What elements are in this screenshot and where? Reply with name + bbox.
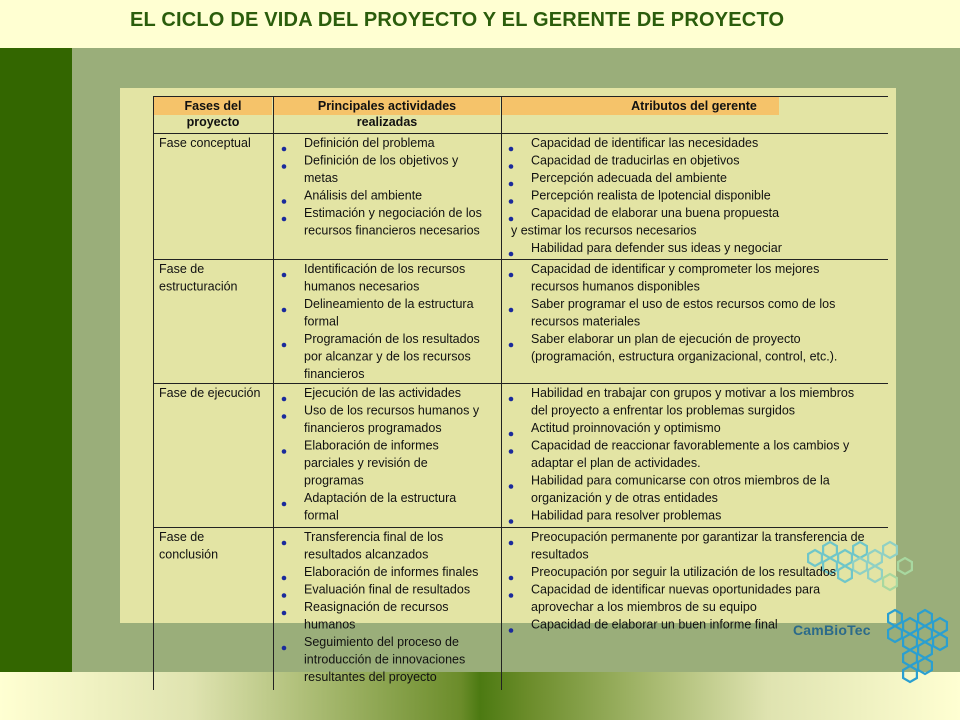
bullet-icon [509, 164, 514, 169]
logo-hex-icon [903, 634, 917, 650]
attribute-text: Saber elaborar un plan de ejecución de proyecto [531, 332, 801, 346]
attribute-text: aprovechar a los miembros de su equipo [531, 600, 757, 614]
activity-text: humanos [304, 617, 356, 632]
attribute-text: recursos humanos disponibles [531, 279, 700, 294]
activity-text: Identificación de los recursos [304, 262, 466, 276]
header-phase: proyecto [186, 115, 240, 129]
logo-text: CamBioTec [793, 622, 871, 638]
logo-hex-icon [898, 558, 912, 574]
attribute-text: Capacidad de identificar las necesidades [531, 136, 759, 150]
bullet-icon [509, 541, 514, 546]
activity-text: Adaptación de la estructura [304, 491, 457, 505]
activity-text: Seguimiento del proceso de [304, 635, 459, 649]
phase-label: conclusión [159, 547, 219, 562]
activity-text: resultantes del proyecto [304, 670, 437, 684]
activity-text: Reasignación de recursos [304, 600, 449, 614]
bullet-icon [509, 593, 514, 598]
attribute-text: Percepción adecuada del ambiente [531, 171, 727, 185]
bullet-icon [282, 541, 287, 546]
bullet-icon [282, 164, 287, 169]
phase-label: Fase de ejecución [159, 386, 261, 400]
activity-text: Programación de los resultados [304, 332, 480, 346]
bullet-icon [282, 502, 287, 507]
activity-text: Delineamiento de la estructura [304, 297, 474, 311]
logo-hex-icon [918, 658, 932, 674]
activity-text: Evaluación final de resultados [304, 582, 471, 597]
attribute-text: Habilidad para resolver problemas [531, 508, 722, 523]
attribute-text: Capacidad de identificar nuevas oportunidades para [531, 582, 821, 597]
logo-hex-icon [903, 618, 917, 634]
activity-text: formal [304, 508, 339, 523]
activity-text: introducción de innovaciones [304, 652, 466, 667]
attribute-text: y estimar los recursos necesarios [511, 223, 697, 238]
bullet-icon [509, 252, 514, 257]
phase-label: Fase de [159, 262, 205, 276]
bullet-icon [282, 273, 287, 278]
header-activities: Principales actividades [317, 99, 457, 113]
activity-text: recursos financieros necesarios [304, 223, 480, 238]
attribute-text: del proyecto a enfrentar los problemas surgidos [531, 403, 796, 418]
activity-text: Transferencia final de los [304, 530, 444, 544]
attribute-text: adaptar el plan de actividades. [531, 456, 701, 470]
attribute-text: Capacidad de elaborar un buen informe final [531, 617, 778, 632]
bullet-icon [282, 147, 287, 152]
activity-text: Elaboración de informes [304, 438, 439, 453]
phase-label: estructuración [159, 279, 238, 294]
logo-hex-icon [933, 634, 947, 650]
activity-text: humanos necesarios [304, 279, 420, 294]
bullet-icon [509, 397, 514, 402]
header-activities: realizadas [356, 115, 418, 129]
bullet-icon [509, 449, 514, 454]
logo-hex-icon [918, 610, 932, 626]
activity-text: parciales y revisión de [304, 456, 428, 470]
bullet-icon [282, 576, 287, 581]
attribute-text: recursos materiales [531, 314, 641, 329]
attribute-text: Percepción realista de lpotencial disponible [531, 188, 771, 203]
logo-hex-icon [888, 610, 902, 626]
bullet-icon [509, 343, 514, 348]
bullet-icon [282, 308, 287, 313]
header-attributes: Atributos del gerente [631, 99, 757, 113]
activity-text: financieros [304, 367, 365, 381]
bullet-icon [282, 449, 287, 454]
bullet-icon [509, 308, 514, 313]
phase-label: Fase conceptual [159, 136, 251, 150]
phase-label: Fase de [159, 530, 205, 544]
bullet-icon [509, 182, 514, 187]
activity-text: resultados alcanzados [304, 547, 429, 562]
activity-text: Estimación y negociación de los [304, 206, 482, 220]
attribute-text: Capacidad de traducirlas en objetivos [531, 153, 740, 168]
logo-hex-icon [918, 626, 932, 642]
project-lifecycle-table [153, 96, 888, 690]
activity-text: programas [304, 473, 364, 488]
attribute-text: Preocupación permanente por garantizar la transferencia de [531, 530, 865, 544]
activity-text: Elaboración de informes finales [304, 565, 479, 579]
logo-hex-icon [903, 650, 917, 666]
bullet-icon [509, 217, 514, 222]
activity-text: Ejecución de las actividades [304, 386, 462, 400]
activity-text: Definición de los objetivos y [304, 153, 459, 168]
bullet-icon [509, 273, 514, 278]
attribute-text: Actitud proinnovación y optimismo [531, 421, 721, 435]
attribute-text: (programación, estructura organizacional, control, etc.). [531, 349, 838, 364]
bullet-icon [282, 593, 287, 598]
attribute-text: resultados [531, 547, 589, 562]
attribute-text: Preocupación por seguir la utilización de los resultados [531, 565, 837, 579]
page-title: EL CICLO DE VIDA DEL PROYECTO Y EL GERENTE DE PROYECTO [130, 9, 785, 31]
bullet-icon [509, 576, 514, 581]
attribute-text: Habilidad en trabajar con grupos y motivar a los miembros [531, 386, 855, 400]
bullet-icon [282, 199, 287, 204]
bullet-icon [282, 414, 287, 419]
activity-text: financieros programados [304, 421, 442, 435]
left-accent-band [0, 48, 72, 672]
bullet-icon [282, 611, 287, 616]
activity-text: Análisis del ambiente [304, 188, 423, 203]
attribute-text: Saber programar el uso de estos recursos como de los [531, 297, 836, 311]
logo-hex-icon [918, 642, 932, 658]
activity-text: por alcanzar y de los recursos [304, 349, 471, 364]
header-phase: Fases del [184, 99, 242, 113]
attribute-text: organización y de otras entidades [531, 491, 718, 505]
attribute-text: Habilidad para defender sus ideas y negociar [531, 241, 782, 255]
title-bar [0, 0, 960, 48]
bullet-icon [509, 628, 514, 633]
activity-text: formal [304, 314, 339, 329]
attribute-text: Capacidad de elaborar una buena propuesta [531, 206, 780, 220]
bullet-icon [509, 432, 514, 437]
bullet-icon [509, 519, 514, 524]
bullet-icon [509, 484, 514, 489]
logo-hex-icon [888, 626, 902, 642]
logo-hex-icon [903, 666, 917, 682]
bullet-icon [282, 646, 287, 651]
bullet-icon [509, 199, 514, 204]
bullet-icon [282, 217, 287, 222]
logo-hex-icon [933, 618, 947, 634]
bullet-icon [282, 343, 287, 348]
activity-text: metas [304, 171, 339, 185]
activity-text: Definición del problema [304, 136, 435, 150]
attribute-text: Habilidad para comunicarse con otros miembros de la [531, 473, 830, 488]
bullet-icon [282, 397, 287, 402]
attribute-text: Capacidad de identificar y comprometer los mejores [531, 262, 820, 276]
activity-text: Uso de los recursos humanos y [304, 403, 480, 418]
attribute-text: Capacidad de reaccionar favorablemente a los cambios y [531, 438, 850, 453]
bullet-icon [509, 147, 514, 152]
